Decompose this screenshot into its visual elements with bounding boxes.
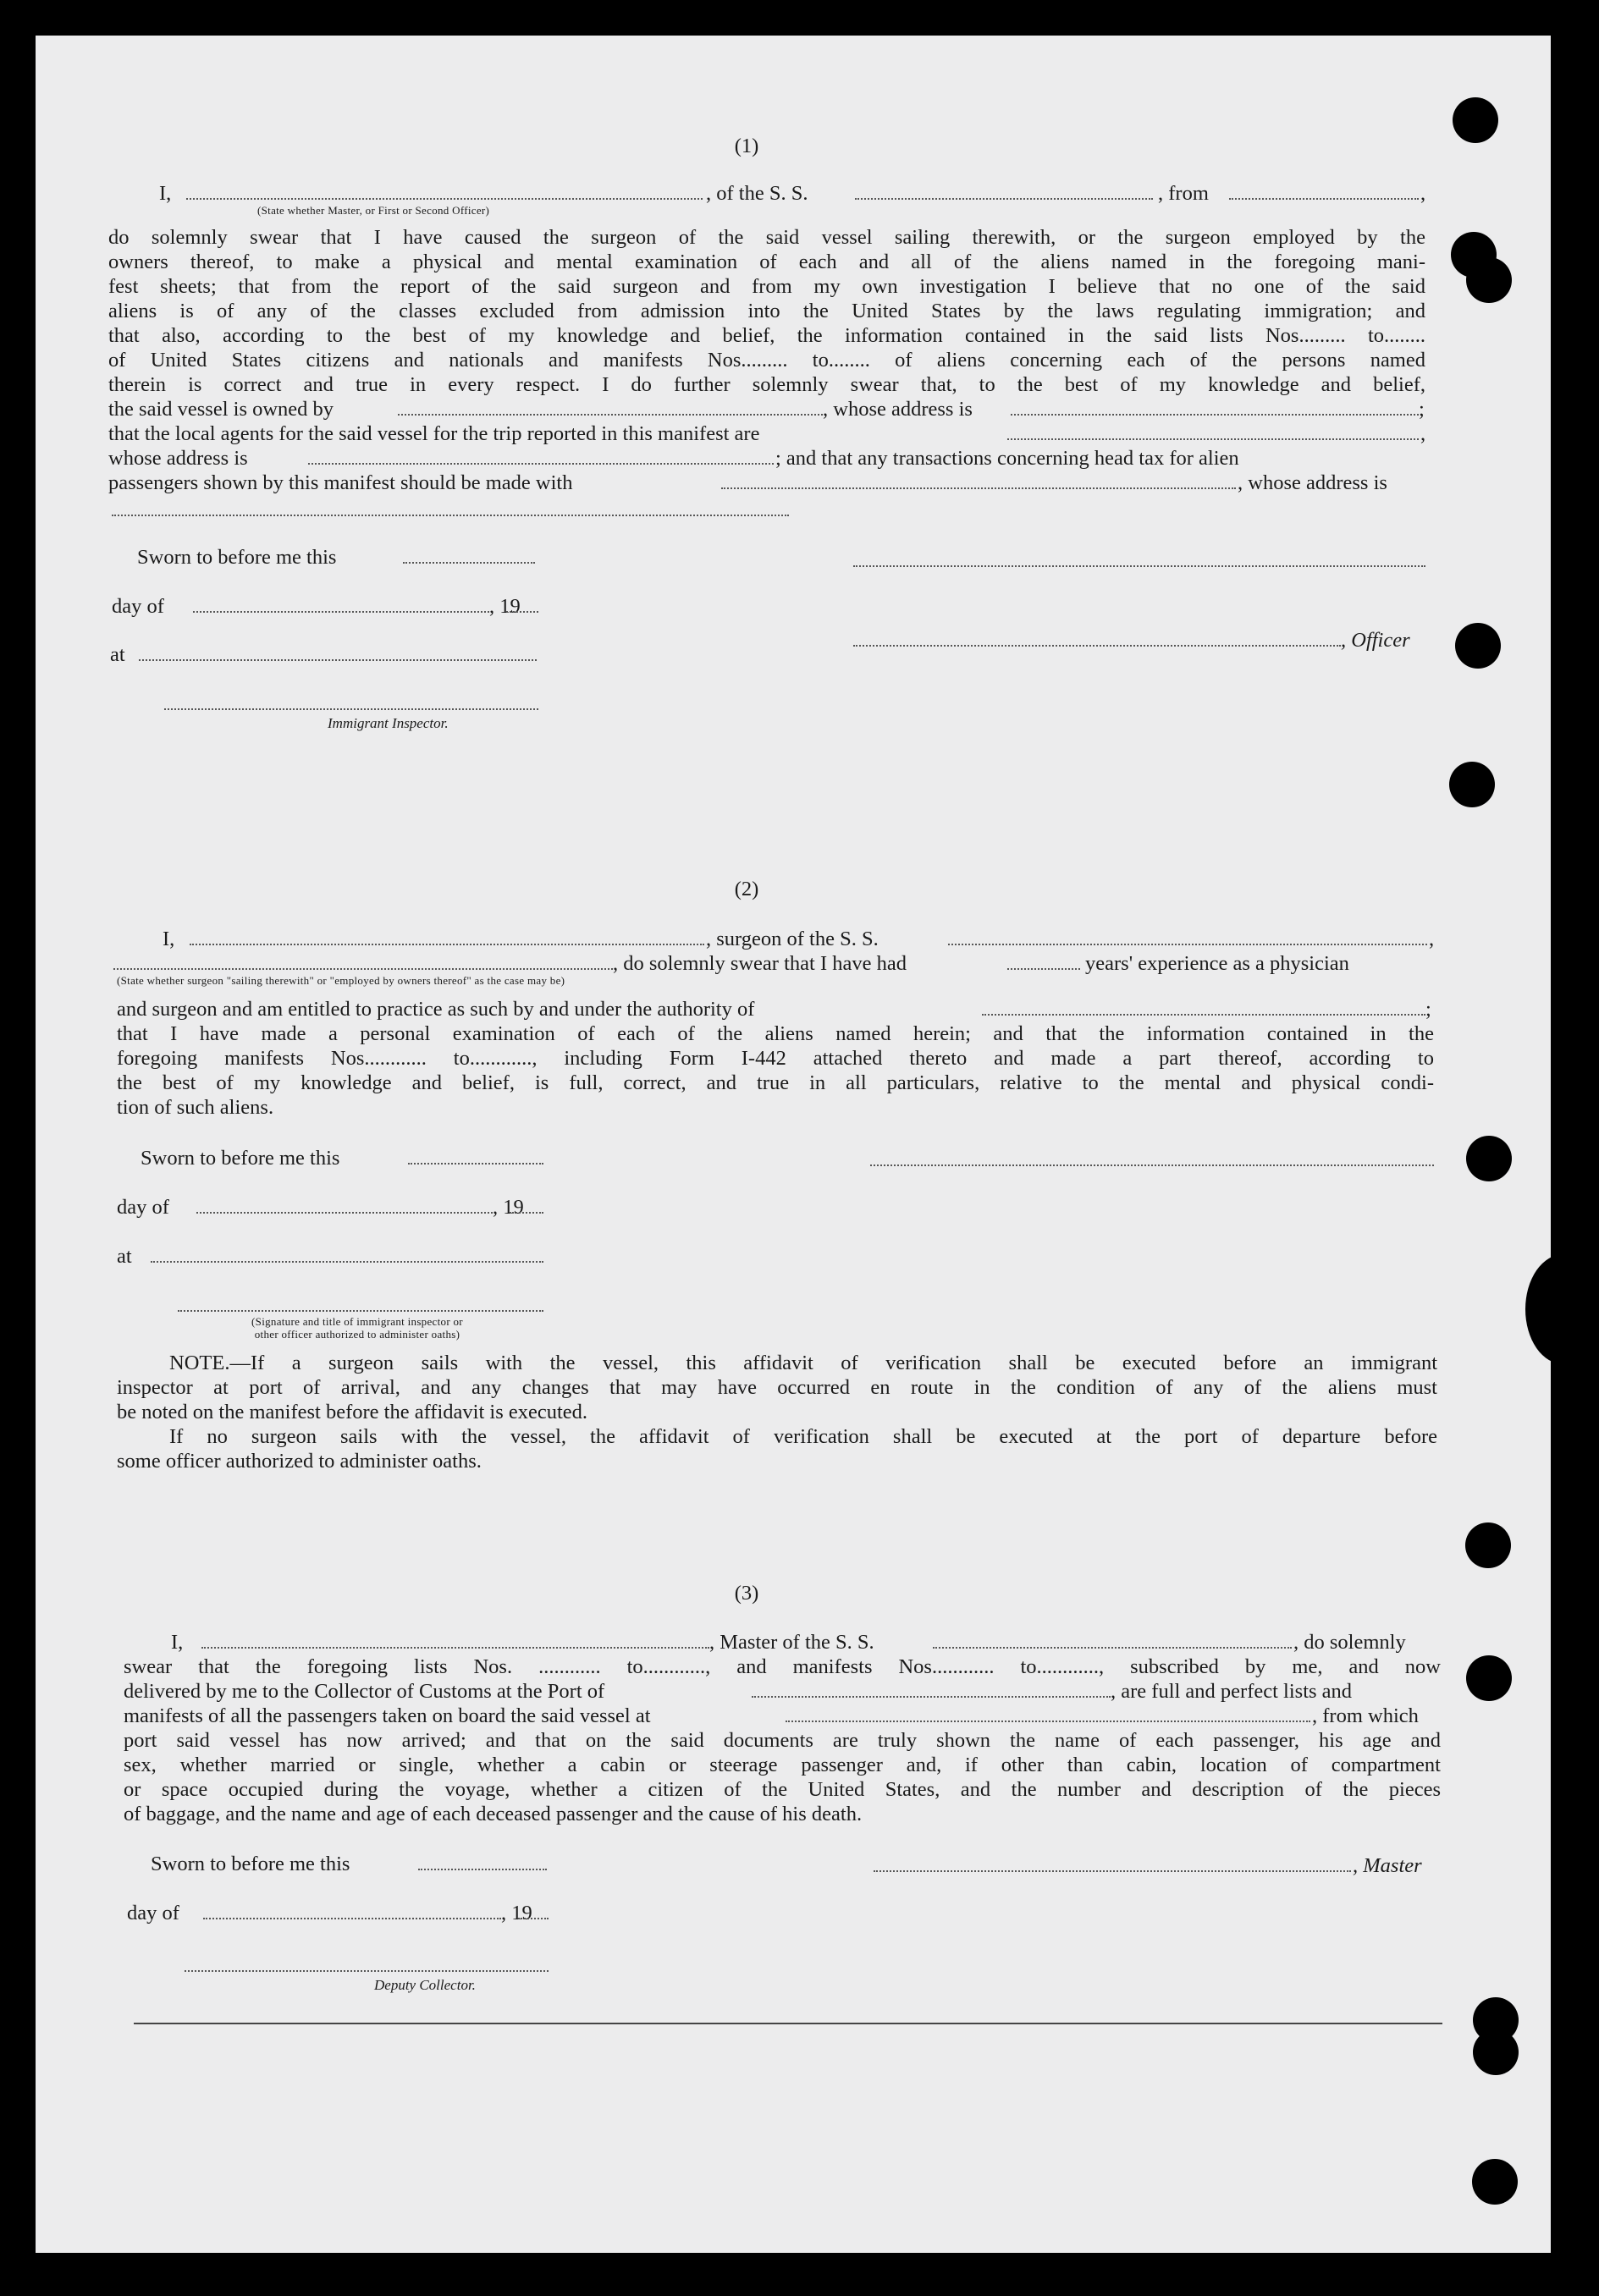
s2-authority-label: and surgeon and am entitled to practice as such by and under the authority of [117, 998, 755, 1021]
s1-month-field[interactable] [193, 611, 489, 613]
s2-year-field[interactable] [510, 1212, 543, 1214]
s1-i-label: I, [159, 182, 172, 205]
bottom-rule [134, 2023, 1442, 2024]
text-line: that also, according to the best of my knowledge and belief, the information contained in the said lists Nos......... to........ [108, 324, 1425, 347]
text-line: sex, whether married or single, whether a cabin or steerage passenger and, if other than cabin, location of compartment [124, 1754, 1441, 1776]
s1-head-tax-address-field[interactable] [112, 515, 789, 516]
s2-surgeon-label: , surgeon of the S. S. [706, 928, 879, 950]
s1-year-field[interactable] [506, 611, 538, 613]
s3-deputy-label: Deputy Collector. [374, 1977, 476, 1993]
note-line: be noted on the manifest before the affidavit is executed. [117, 1401, 588, 1423]
punch-hole [1525, 1254, 1599, 1364]
s1-owner-field[interactable] [398, 414, 823, 416]
s3-master-sig-field[interactable] [874, 1870, 1351, 1872]
punch-hole [1473, 2029, 1519, 2075]
s3-delivered-label: delivered by me to the Collector of Customs at the Port of [124, 1680, 605, 1703]
text-line: that I have made a personal examination of each of the aliens named herein; and that the information contained in the [117, 1022, 1434, 1045]
s2-authority-field[interactable] [982, 1014, 1425, 1016]
s2-oath-paragraph [117, 1021, 1434, 1120]
text-line: of baggage, and the name and age of each deceased passenger and the cause of his death. [124, 1803, 863, 1825]
s3-oath-paragraph [124, 1728, 1441, 1826]
punch-hole [1466, 257, 1512, 303]
note-line: some officer authorized to administer oaths. [117, 1450, 482, 1473]
punch-hole [1453, 97, 1498, 143]
s3-year-label: , 19 [501, 1902, 532, 1924]
s1-of-ss-label: , of the S. S. [706, 182, 808, 205]
text-line: port said vessel has now arrived; and that on the said documents are truly shown the name of each passenger, his age and [124, 1729, 1441, 1752]
text-line: of United States citizens and nationals and manifests Nos......... to........ of aliens concerning each of the persons named [108, 349, 1425, 372]
s1-sworn-date-field[interactable] [403, 562, 535, 564]
s2-surgeon-name-field[interactable] [190, 944, 704, 945]
text-line: foregoing manifests Nos............ to............, including Form I-442 attached thereto and made a part thereof, according to [117, 1047, 1434, 1070]
s3-master-label: , Master of the S. S. [709, 1631, 874, 1654]
s3-master-name-field[interactable] [201, 1647, 709, 1649]
s1-whose-address-label: , whose address is [823, 398, 973, 421]
s1-whose-label: whose address is [108, 447, 248, 470]
s1-inspector-label: Immigrant Inspector. [328, 715, 449, 731]
form-sheet [36, 36, 1551, 2253]
s3-month-field[interactable] [203, 1918, 501, 1919]
text-line: owners thereof, to make a physical and mental examination of each and all of the aliens named in the foregoing mani- [108, 251, 1425, 273]
semicolon: ; [1419, 398, 1425, 421]
comma: , [1429, 928, 1435, 950]
text-line: swear that the foregoing lists Nos. ............ to............, and manifests Nos............ to............, subscribed by me, and now [124, 1655, 1441, 1678]
s1-owner-address-field[interactable] [1011, 414, 1419, 416]
text-line: fest sheets; that from the report of the said surgeon and from my own investigation I believe that no one of the said [108, 275, 1425, 298]
section-2-number: (2) [734, 878, 759, 900]
s2-sworn-label: Sworn to before me this [141, 1147, 340, 1170]
s1-head-tax-text: ; and that any transactions concerning head tax for alien [775, 447, 1239, 470]
text-line: do solemnly swear that I have caused the surgeon of the said vessel sailing therewith, or the surgeon employed by the [108, 226, 1425, 249]
s3-i-label: I, [171, 1631, 184, 1654]
s2-place-field[interactable] [151, 1261, 543, 1263]
s1-year-label: , 19 [489, 595, 521, 618]
s2-experience-label: years' experience as a physician [1085, 952, 1349, 975]
text-line: the best of my knowledge and belief, is full, correct, and true in all particulars, relative to the mental and physical condi- [117, 1071, 1434, 1094]
punch-hole [1465, 1522, 1511, 1568]
comma: , [1420, 182, 1426, 205]
s1-at-label: at [110, 643, 125, 666]
s3-sworn-label: Sworn to before me this [151, 1853, 350, 1875]
s2-surgeon-type-field[interactable] [113, 968, 613, 970]
s1-owned-label: the said vessel is owned by [108, 398, 334, 421]
text-line: tion of such aliens. [117, 1096, 274, 1119]
s1-officer-label: , Officer [1341, 629, 1410, 652]
s1-agents-field[interactable] [1007, 438, 1419, 440]
note-line: NOTE.—If a surgeon sails with the vessel, this affidavit of verification shall be executed before an immigrant [169, 1352, 1437, 1374]
s1-officer-sig-field[interactable] [853, 645, 1341, 647]
s2-official-sig-field[interactable] [178, 1310, 543, 1312]
s3-oath-lines [124, 1655, 1441, 1679]
s2-signature-field[interactable] [870, 1165, 1434, 1166]
s2-month-field[interactable] [196, 1212, 493, 1214]
punch-hole [1466, 1655, 1512, 1701]
semicolon: ; [1425, 998, 1431, 1021]
s2-sig-note-1: (Signature and title of immigrant inspector or [251, 1315, 463, 1328]
s2-oath-label: , do solemnly swear that I have had [613, 952, 907, 975]
text-line: or space occupied during the voyage, whether a citizen of the United States, and the number and description of the pieces [124, 1778, 1441, 1801]
s2-sworn-date-field[interactable] [408, 1163, 543, 1165]
s2-day-of-label: day of [117, 1196, 169, 1219]
s1-from-field[interactable] [1229, 198, 1419, 200]
s2-years-field[interactable] [1007, 968, 1080, 970]
s2-sig-note-2: other officer authorized to administer oaths) [254, 1328, 460, 1341]
s1-oath-paragraph [108, 225, 1425, 397]
punch-hole [1466, 1136, 1512, 1181]
punch-hole [1449, 762, 1495, 807]
punch-hole [1455, 623, 1501, 669]
s2-surgeon-note: (State whether surgeon "sailing therewith" or "employed by owners thereof" as the case may be) [117, 974, 565, 987]
s3-embark-port-field[interactable] [786, 1721, 1310, 1722]
section-1-number: (1) [734, 135, 759, 157]
s3-solemnly-label: , do solemnly [1293, 1631, 1406, 1654]
s3-day-of-label: day of [127, 1902, 179, 1924]
s3-from-which-label: , from which [1312, 1704, 1419, 1727]
s1-officer-name-field[interactable] [186, 198, 703, 200]
s1-passengers-label: passengers shown by this manifest should be made with [108, 471, 573, 494]
s1-head-tax-party-field[interactable] [721, 487, 1236, 489]
comma: , [1420, 422, 1426, 445]
s3-port-field[interactable] [752, 1696, 1111, 1698]
text-line: therein is correct and true in every respect. I do further solemnly swear that, to the best of my knowledge and belief, [108, 373, 1425, 396]
note-line: inspector at port of arrival, and any changes that may have occurred en route in the condition of any of the aliens must [117, 1376, 1437, 1399]
s3-deputy-sig-field[interactable] [185, 1970, 549, 1972]
s1-from-label: , from [1158, 182, 1209, 205]
s1-whose-address-label-2: , whose address is [1238, 471, 1387, 494]
s1-inspector-sig-field[interactable] [164, 708, 538, 710]
s1-sworn-label: Sworn to before me this [137, 546, 337, 569]
s3-sworn-date-field[interactable] [418, 1869, 547, 1870]
s2-year-label: , 19 [493, 1196, 524, 1219]
s3-full-lists-label: , are full and perfect lists and [1111, 1680, 1353, 1703]
s1-ship-name-field[interactable] [855, 198, 1153, 200]
note-line: If no surgeon sails with the vessel, the affidavit of verification shall be executed at the port of departure before [169, 1425, 1437, 1448]
section-3-number: (3) [734, 1582, 759, 1605]
s1-day-of-label: day of [112, 595, 164, 618]
s1-agents-label: that the local agents for the said vessel for the trip reported in this manifest are [108, 422, 760, 445]
punch-hole [1472, 2159, 1518, 2205]
s2-ship-name-field[interactable] [948, 944, 1427, 945]
s2-at-label: at [117, 1245, 132, 1268]
s1-place-field[interactable] [139, 659, 537, 661]
s2-note-block [117, 1351, 1437, 1473]
s1-officer-note: (State whether Master, or First or Second Officer) [257, 204, 490, 217]
text-line: aliens is of any of the classes excluded from admission into the United States by the laws regulating immigration; and [108, 300, 1425, 322]
s2-i-label: I, [163, 928, 175, 950]
s3-year-field[interactable] [518, 1918, 549, 1919]
s3-ship-name-field[interactable] [933, 1647, 1292, 1649]
s1-agents-address-field[interactable] [308, 463, 774, 465]
s1-signature-field[interactable] [853, 565, 1425, 567]
s3-master-sig-label: , Master [1353, 1854, 1422, 1877]
s3-manifests-label: manifests of all the passengers taken on board the said vessel at [124, 1704, 651, 1727]
